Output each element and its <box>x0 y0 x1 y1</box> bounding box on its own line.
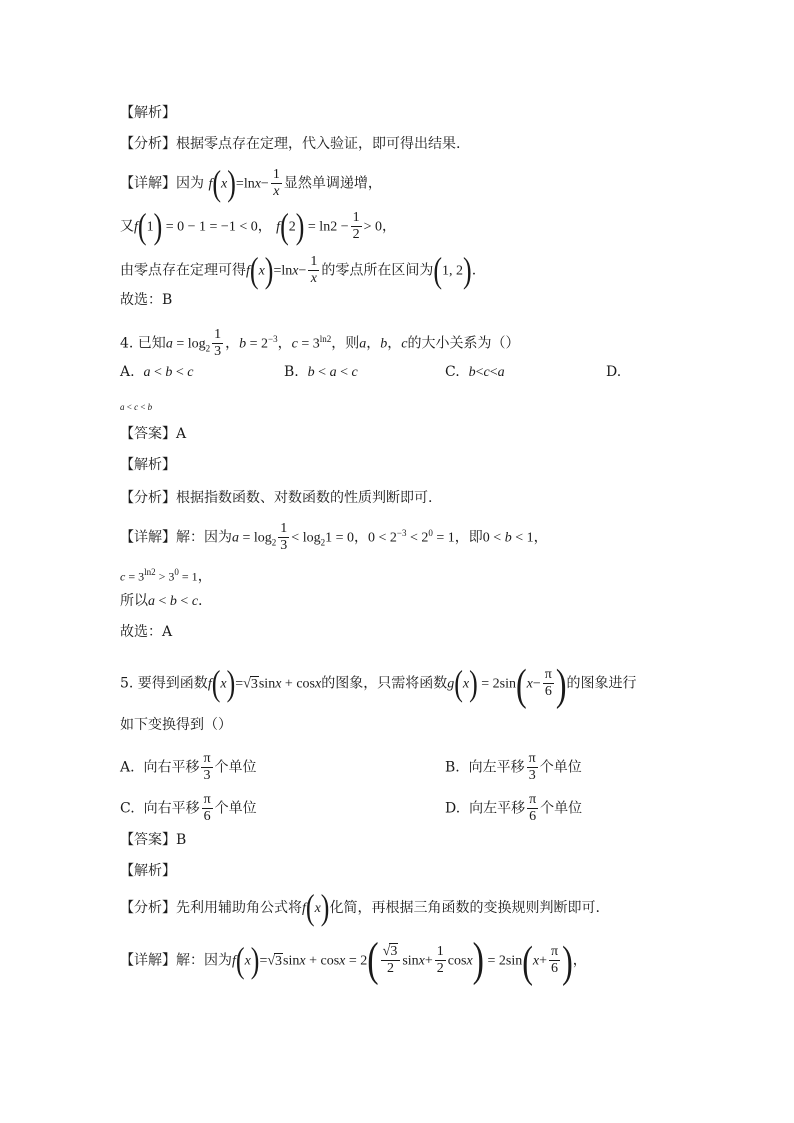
question-4-option-d-value: a < c < b <box>120 402 153 412</box>
question-5-analysis: 【分析】先利用辅助角公式将f(x)化简，再根据三角函数的变换规则判断即可. <box>120 887 600 928</box>
math-f: f <box>208 176 213 192</box>
analysis-heading: 【解析】 <box>120 105 176 121</box>
question-4-therefore: 所以a < b < c. <box>120 593 203 609</box>
detail-label: 【详解】 <box>120 175 176 192</box>
question-4-option-a[interactable]: A. a < b < c <box>120 364 194 380</box>
question-5-answer: 【答案】B <box>120 832 187 848</box>
question-5-option-b[interactable]: B. 向左平移 $\frac{\pi}{3}$ 个单位 <box>445 751 582 783</box>
question-5-stem: 5. 要得到函数f(x)=√3sinx + cosx的图象，只需将函数g(x) = 2sin(x− $\frac{\pi}{6}$ )的图象进行 <box>120 658 637 709</box>
question-4-option-b[interactable]: B. b < a < c <box>284 364 358 380</box>
question-4-stem: 4. 已知$a = \log_2$ $\frac{1}{3}$ ，$b = 2^{-3}$，$c = 3^{ln2}$，则a，b，c的大小关系为（） <box>120 327 520 359</box>
fraction-1-over-x: $\frac{1}{x}$ <box>272 167 280 199</box>
conclusion-line: 故选：B <box>120 292 173 308</box>
question-4-conclusion: 故选：A <box>120 624 173 640</box>
question-5-stem-line-2: 如下变换得到（） <box>120 717 232 733</box>
question-4-option-d[interactable]: D. <box>606 364 622 380</box>
question-5-detail: 【详解】解：因为f(x)=√3sinx + cosx = 2( $\frac{√3}{2}$ sinx+ $\frac{1}{2}$ cosx) = 2sin(x+ $\frac{\pi}{6}$ )， <box>120 933 587 986</box>
question-4-analysis: 【分析】根据指数函数、对数函数的性质判断即可. <box>120 490 433 506</box>
question-5-option-d[interactable]: D. 向左平移 $\frac{\pi}{6}$ 个单位 <box>445 792 583 824</box>
question-5-analysis-heading: 【解析】 <box>120 863 176 879</box>
analysis-label: 【分析】 <box>120 136 176 152</box>
question-4-detail-c: $c = 3^{ln2} > 3^0 = 1$， <box>120 567 212 585</box>
detail-line-3: 由零点存在定理可得f(x)=lnx− $\frac{1}{x}$ 的零点所在区间为(1, 2). <box>120 249 477 291</box>
analysis-line <box>120 134 460 154</box>
detail-line-1: 【详解】因为 f(x)=lnx− $\frac{1}{x}$ 显然单调递增， <box>120 162 382 204</box>
question-4-detail: 【详解】解：因为$a = \log_2$ $\frac{1}{3}$ < $\log_21 = 0$，$0 < 2^{-3} < 2^0 = 1$，即0 < b < 1， <box>120 521 548 553</box>
question-4-analysis-heading: 【解析】 <box>120 457 176 473</box>
question-5-option-a[interactable]: A. 向右平移 $\frac{\pi}{3}$ 个单位 <box>120 751 257 783</box>
question-5-option-c[interactable]: C. 向右平移 $\frac{\pi}{6}$ 个单位 <box>120 792 257 824</box>
question-4-answer: 【答案】A <box>120 426 187 442</box>
detail-line-2: 又f(1) = 0 − 1 = −1 < 0， f(2) = ln2 − $\frac{1}{2}$ > 0， <box>120 205 396 247</box>
analysis-text: 根据零点存在定理，代入验证，即可得出结果. <box>176 136 461 152</box>
question-4-option-c[interactable]: C. b<c<a <box>445 364 505 380</box>
fraction-1-over-2: $\frac{1}{2}$ <box>352 210 360 242</box>
